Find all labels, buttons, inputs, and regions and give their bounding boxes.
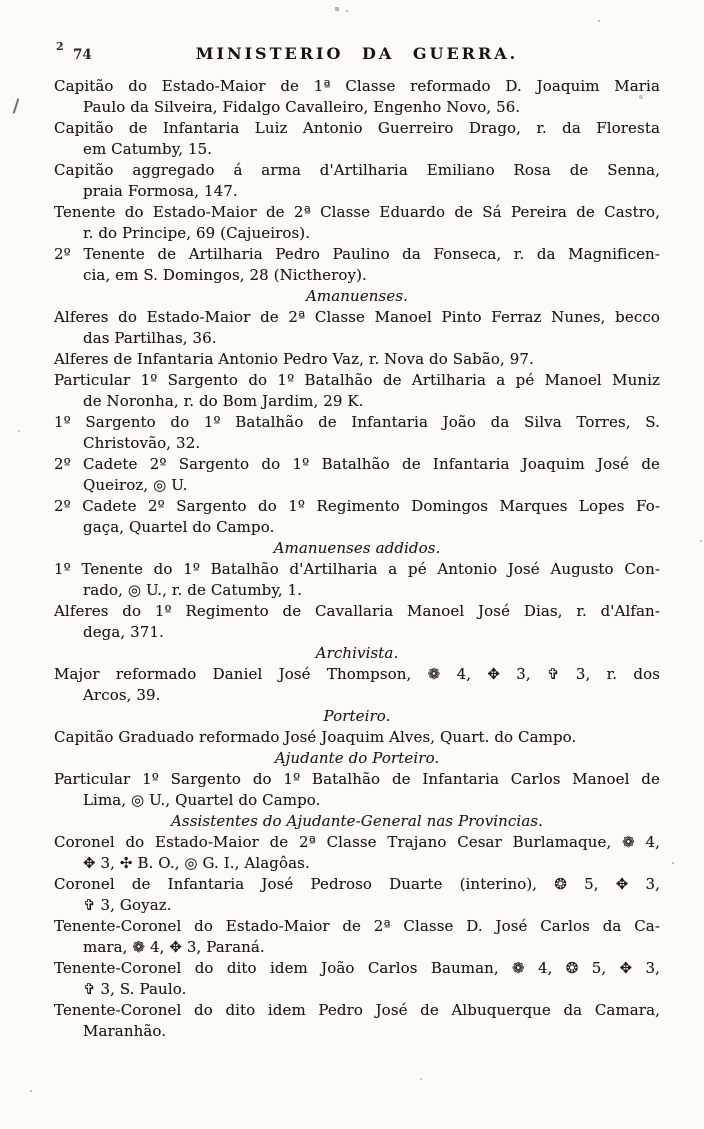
entry-line: Capitão de Infantaria Luiz Antonio Guerreiro Drago, r. da Floresta [54, 119, 660, 137]
roster-entry [54, 832, 660, 874]
entry-line: Tenente-Coronel do dito idem Pedro José de Albuquerque da Camara, [54, 1001, 660, 1019]
entry-line: praia Formosa, 147. [83, 182, 238, 200]
roster-entry [54, 769, 660, 811]
entry-line: Capitão Graduado reformado José Joaquim Alves, Quart. do Campo. [54, 728, 577, 746]
entry-line: 2º Tenente de Artilharia Pedro Paulino da Fonseca, r. da Magnificen- [54, 245, 660, 263]
entry-line: em Catumby, 15. [83, 140, 213, 158]
entry-line: ✞ 3, S. Paulo. [83, 980, 187, 998]
roster-entry [54, 601, 660, 643]
section-heading: Assistentes do Ajudante-General nas Provincias. [170, 812, 544, 830]
roster-entry [54, 412, 660, 454]
entry-line: Coronel de Infantaria José Pedroso Duarte (interino), ❂ 5, ✥ 3, [54, 875, 660, 893]
roster-entry [54, 349, 660, 370]
entry-line: Paulo da Silveira, Fidalgo Cavalleiro, Engenho Novo, 56. [83, 98, 521, 116]
section-heading: Porteiro. [323, 707, 391, 725]
scan-stray-mark [13, 98, 20, 114]
entry-line: dega, 371. [83, 623, 164, 641]
entry-line: das Partilhas, 36. [83, 329, 217, 347]
roster-entry [54, 76, 660, 118]
entry-line: rado, ◎ U., r. de Catumby, 1. [83, 581, 303, 599]
entry-line: 2º Cadete 2º Sargento do 1º Batalhão de Infantaria Joaquim José de [54, 455, 660, 473]
roster-entry [54, 454, 660, 496]
entry-line: Capitão aggregado á arma d'Artilharia Emiliano Rosa de Senna, [54, 161, 660, 179]
roster-entry [54, 370, 660, 412]
entry-line: Arcos, 39. [83, 686, 161, 704]
entry-line: Christovão, 32. [83, 434, 201, 452]
entry-line: Particular 1º Sargento do 1º Batalhão de Infantaria Carlos Manoel de [54, 770, 660, 788]
roster-entry [54, 958, 660, 1000]
running-title: MINISTERIO DA GUERRA. [195, 44, 519, 63]
section-heading: Amanuenses. [306, 287, 408, 305]
roster-entry [54, 244, 660, 286]
roster-entry [54, 874, 660, 916]
section-heading: Amanuenses addidos. [273, 539, 441, 557]
roster-entry [54, 496, 660, 538]
entry-line: Capitão do Estado-Maior de 1ª Classe reformado D. Joaquim Maria [54, 77, 660, 95]
roster-entry [54, 916, 660, 958]
roster-entry [54, 664, 660, 706]
entry-line: Tenente-Coronel do Estado-Maior de 2ª Classe D. José Carlos da Ca- [54, 917, 660, 935]
entry-line: Maranhão. [83, 1022, 167, 1040]
entry-line: Queiroz, ◎ U. [83, 476, 188, 494]
entry-line: Particular 1º Sargento do 1º Batalhão de Artilharia a pé Manoel Muniz [54, 371, 660, 389]
entry-line: Tenente-Coronel do dito idem João Carlos Bauman, ❁ 4, ❂ 5, ✥ 3, [54, 959, 660, 977]
entry-line: Alferes do 1º Regimento de Cavallaria Manoel José Dias, r. d'Alfan- [54, 602, 660, 620]
roster-entry [54, 1000, 660, 1042]
entry-line: ✥ 3, ✣ B. O., ◎ G. I., Alagôas. [83, 854, 310, 872]
section-heading: Archivista. [315, 644, 399, 662]
entry-line: cia, em S. Domingos, 28 (Nictheroy). [83, 266, 367, 284]
entry-line: ✞ 3, Goyaz. [83, 896, 172, 914]
roster-text [54, 76, 660, 1042]
roster-entry [54, 727, 660, 748]
roster-entry [54, 160, 660, 202]
entry-line: de Noronha, r. do Bom Jardim, 29 K. [83, 392, 364, 410]
entry-line: Alferes de Infantaria Antonio Pedro Vaz, r. Nova do Sabão, 97. [54, 350, 534, 368]
entry-line: Major reformado Daniel José Thompson, ❁ 4, ✥ 3, ✞ 3, r. dos [54, 665, 660, 683]
entry-line: r. do Principe, 69 (Cajueiros). [83, 224, 311, 242]
entry-line: Lima, ◎ U., Quartel do Campo. [83, 791, 321, 809]
roster-entry [54, 118, 660, 160]
entry-line: Alferes do Estado-Maior de 2ª Classe Manoel Pinto Ferraz Nunes, becco [54, 308, 660, 326]
page-number: 74 [73, 47, 92, 63]
entry-line: gaça, Quartel do Campo. [83, 518, 275, 536]
page-header [0, 0, 704, 70]
entry-line: 1º Sargento do 1º Batalhão de Infantaria João da Silva Torres, S. [54, 413, 660, 431]
section-heading: Ajudante do Porteiro. [274, 749, 440, 767]
roster-entry [54, 202, 660, 244]
entry-line: 2º Cadete 2º Sargento do 1º Regimento Domingos Marques Lopes Fo- [54, 497, 660, 515]
roster-entry [54, 559, 660, 601]
entry-line: mara, ❁ 4, ✥ 3, Paraná. [83, 938, 265, 956]
roster-entry [54, 307, 660, 349]
entry-line: Coronel do Estado-Maior de 2ª Classe Trajano Cesar Burlamaque, ❁ 4, [54, 833, 660, 851]
entry-line: 1º Tenente do 1º Batalhão d'Artilharia a pé Antonio José Augusto Con- [54, 560, 660, 578]
entry-line: Tenente do Estado-Maior de 2ª Classe Eduardo de Sá Pereira de Castro, [54, 203, 660, 221]
signature-mark: 2 [56, 40, 64, 53]
